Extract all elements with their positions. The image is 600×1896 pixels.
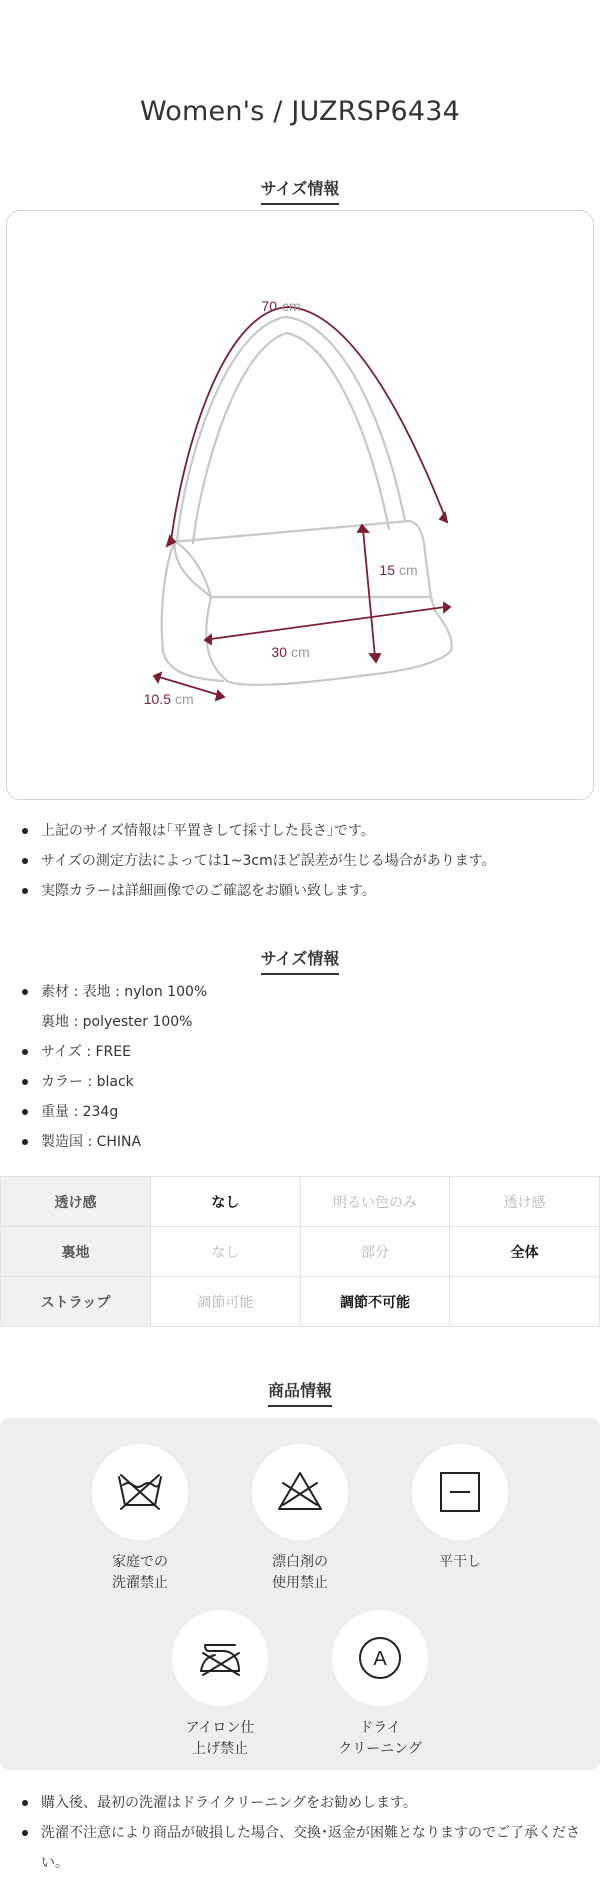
property-option-selected: 全体 [450,1227,600,1277]
list-item: カラー : black [22,1067,582,1097]
care-item-dry-clean [300,1610,460,1760]
depth-value: 10.5 [143,691,171,707]
care-caption-line: 家庭での [112,1554,168,1570]
bag-body-bottom [206,597,451,685]
property-label: ストラップ [1,1277,151,1327]
care-item-no-iron [140,1610,300,1760]
dry-flat-icon [435,1467,485,1517]
care-caption-line: 洗濯禁止 [112,1575,168,1591]
list-item: 素材 : 表地 : nylon 100% [22,977,582,1007]
list-item: 製造国 : CHINA [22,1127,582,1157]
depth-unit: cm [175,691,194,707]
property-label: 裏地 [1,1227,151,1277]
strap-measure-arrow-right [440,513,447,522]
height-value: 15 [379,562,395,578]
width-measure-line [211,607,445,639]
properties-table [0,1176,600,1327]
list-item: 購入後、最初の洗濯はドライクリーニングをお勧めします。 [22,1788,582,1818]
property-option: なし [151,1227,301,1277]
care-item-no-bleach [220,1444,380,1594]
table-row [1,1277,600,1327]
care-section-heading: 商品情報 [0,1378,600,1407]
property-option-selected: 調節不可能 [300,1277,450,1327]
list-item: 実際カラーは詳細画像でのご確認をお願い致します。 [22,876,582,906]
care-caption-line: ドライ [359,1720,401,1736]
property-option: 透け感 [450,1177,600,1227]
table-row [1,1227,600,1277]
size-section-heading: サイズ情報 [0,176,600,205]
list-item: 重量 : 234g [22,1097,582,1127]
strap-length-value: 70 [261,298,277,314]
strap-measure-line [171,307,445,541]
list-item: 洗濯不注意により商品が破損した場合、交換･返金が困難となりますのでご了承ください。 [22,1818,582,1878]
bag-side-panel [162,541,223,681]
page-title: Women's / JUZRSP6434 [139,96,461,127]
bag-size-diagram [7,211,595,801]
care-instructions-box [0,1418,600,1770]
width-measure-arrow-right [444,603,450,612]
size-notes [22,816,582,906]
property-option [450,1277,600,1327]
width-unit: cm [291,644,310,660]
property-option: 明るい色のみ [300,1177,450,1227]
bag-side-fold [175,541,211,597]
bag-strap-outer [177,317,405,541]
property-label: 透け感 [1,1177,151,1227]
care-caption-line: 平干し [439,1554,481,1570]
property-option-selected: なし [151,1177,301,1227]
strap-length-unit: cm [282,298,301,314]
care-caption-line: 上げ禁止 [192,1741,248,1757]
height-unit: cm [399,562,418,578]
list-item: サイズ : FREE [22,1037,582,1067]
dry-clean-symbol: A [373,1648,387,1670]
care-caption-line: クリーニング [338,1741,422,1757]
care-caption-line: アイロン仕 [185,1720,255,1736]
width-value: 30 [271,644,287,660]
care-item-no-home-wash [60,1444,220,1594]
spec-list [22,977,582,1157]
no-home-wash-icon [115,1467,165,1517]
no-bleach-icon [275,1467,325,1517]
table-row [1,1177,600,1227]
list-item: サイズの測定方法によっては1~3cmほど誤差が生じる場合があります。 [22,846,582,876]
list-item: 上記のサイズ情報は｢平置きして採寸した長さ｣です。 [22,816,582,846]
care-caption-line: 使用禁止 [272,1575,328,1591]
height-measure-line [363,529,375,657]
list-item: 裏地 : polyester 100% [41,1014,193,1030]
property-option: 調節可能 [151,1277,301,1327]
size-diagram-box [6,210,594,800]
no-iron-icon [195,1633,245,1683]
depth-measure-arrow-right [216,691,224,700]
height-measure-arrow-bottom [370,654,380,662]
property-option: 部分 [300,1227,450,1277]
bag-body-front [175,521,431,597]
care-caption-line: 漂白剤の [272,1554,328,1570]
care-item-dry-flat [380,1444,540,1573]
spec-section-heading: サイズ情報 [0,946,600,975]
depth-measure-arrow-left [154,673,161,682]
dry-clean-icon [355,1633,405,1683]
care-notes [22,1788,582,1878]
